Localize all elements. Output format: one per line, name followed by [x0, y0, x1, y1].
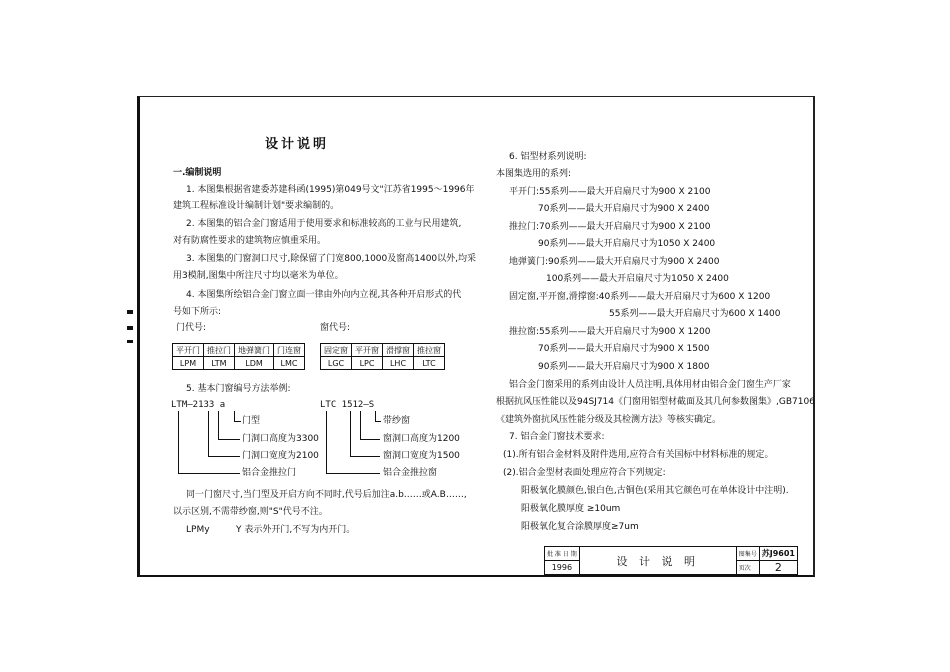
section-heading: 一.编制说明: [173, 168, 222, 178]
paragraph-line: Y 表示外开门,不写为内开门。: [236, 525, 356, 535]
requirement-line: (2).铝合金型材表面处理应符合下列规定:: [503, 468, 666, 478]
example-note: 门型: [242, 416, 261, 426]
door-type-head: 平开门: [173, 344, 204, 357]
door-code-cell: LMC: [274, 357, 305, 370]
requirement-line: 阳极氧化膜颜色,银白色,古铜色(采用其它颜色可在单体设计中注明).: [521, 486, 789, 496]
page-title: 设计说明: [265, 137, 330, 152]
window-type-head: 滑撑窗: [383, 344, 414, 357]
atlas-no: 苏J9601: [759, 547, 797, 561]
door-type-head: 门连窗: [274, 344, 305, 357]
leader-line: [360, 411, 361, 439]
series-line: 90系列——最大开启扇尺寸为1050 X 2400: [538, 239, 716, 249]
window-code-cell: LPC: [352, 357, 383, 370]
window-code-cell: LGC: [321, 357, 352, 370]
paragraph-line: 铝合金门窗采用的系列由设计人员注明,具体用材由铝合金门窗生产厂家: [509, 380, 791, 390]
paragraph-line: 用3模制,图集中所注尺寸均以毫米为单位。: [173, 271, 344, 281]
year: 1996: [545, 561, 580, 575]
section-heading: 6. 铝型材系列说明:: [509, 152, 587, 162]
paragraph-line: 《建筑外窗抗风压性能分级及其检测方法》等核实确定。: [496, 415, 722, 425]
door-type-head: 地弹簧门: [235, 344, 274, 357]
leader-line: [375, 421, 381, 422]
window-type-head: 固定窗: [321, 344, 352, 357]
leader-line: [234, 421, 241, 422]
leader-line: [208, 456, 240, 457]
leader-line: [326, 473, 380, 474]
leader-line: [350, 411, 351, 456]
window-number-example: LTC 1512—S: [320, 400, 375, 410]
example-note: 带纱窗: [383, 416, 411, 426]
leader-line: [326, 411, 327, 473]
leader-line: [178, 411, 179, 473]
series-line: 70系列——最大开启扇尺寸为900 X 1500: [538, 344, 710, 354]
leader-line: [350, 456, 380, 457]
title-block-title: 设 计 说 明: [579, 547, 736, 575]
approval-date-label: 批 准 日 期: [545, 547, 580, 561]
paragraph-line: 对有防腐性要求的建筑物应慎重采用。: [173, 236, 327, 246]
series-line: 90系列——最大开启扇尺寸为900 X 1800: [538, 362, 710, 372]
window-type-head: 推拉窗: [414, 344, 445, 357]
window-code-cell: LTC: [414, 357, 445, 370]
example-note: 铝合金推拉窗: [383, 468, 438, 478]
paragraph-line: 号如下所示:: [173, 307, 222, 317]
series-line: 70系列——最大开启扇尺寸为900 X 2400: [538, 204, 710, 214]
leader-line: [375, 411, 376, 421]
requirement-line: (1).所有铝合金材料及附件选用,应符合有关国标中材料标准的规定。: [503, 450, 774, 460]
door-code-cell: LPM: [173, 357, 204, 370]
door-code-cell: LTM: [204, 357, 235, 370]
series-line: 推拉窗:55系列——最大开启扇尺寸为900 X 1200: [509, 327, 711, 337]
paragraph-line: 2. 本图集的铝合金门窗适用于使用要求和标准较高的工业与民用建筑,: [186, 219, 462, 229]
atlas-no-label: 图集号: [736, 547, 759, 561]
paragraph-line: 建筑工程标准设计编制计划"要求编制的。: [173, 201, 340, 211]
example-note: 门洞口宽度为2100: [242, 451, 319, 461]
door-type-head: 推拉门: [204, 344, 235, 357]
paragraph-line: 1. 本图集根据省建委苏建科函(1995)第049号文"江苏省1995～1996年: [186, 185, 475, 195]
binding-mark: [127, 326, 133, 330]
example-note: 铝合金推拉门: [242, 468, 297, 478]
paragraph-line: 5. 基本门窗编号方法举例:: [186, 384, 291, 394]
series-line: 固定窗,平开窗,滑撑窗:40系列——最大开启扇尺寸为600 X 1200: [509, 292, 771, 302]
title-block: [544, 546, 798, 575]
paragraph-line: 同一门窗尺寸,当门型及开启方向不同时,代号后加注a.b……或A.B……,: [186, 490, 467, 500]
paragraph-line: 本图集选用的系列:: [496, 169, 572, 179]
leader-line: [360, 439, 380, 440]
door-code-label: 门代号:: [176, 323, 207, 333]
binding-mark: [127, 340, 133, 343]
series-line: 100系列——最大开启扇尺寸为1050 X 2400: [546, 274, 729, 284]
leader-line: [218, 411, 219, 439]
window-code-label: 窗代号:: [320, 323, 351, 333]
paragraph-line: 3. 本图集的门窗洞口尺寸,除保留了门宽800,1000及窗高1400以外,均采: [186, 254, 477, 264]
requirement-line: 阳极氧化复合涂膜厚度≥7um: [521, 522, 639, 532]
window-code-cell: LHC: [383, 357, 414, 370]
leader-line: [234, 411, 235, 421]
leader-line: [218, 439, 240, 440]
example-note: 门洞口高度为3300: [242, 434, 319, 444]
series-line: 55系列——最大开启扇尺寸为600 X 1400: [609, 309, 781, 319]
paragraph-line: 根据抗风压性能以及94SJ714《门窗用铝型材截面及其几何参数图集》,GB7106: [496, 397, 815, 407]
door-code-cell: LDM: [235, 357, 274, 370]
paragraph-line: 以示区别,不需带纱窗,则"S"代号不注。: [173, 507, 328, 517]
requirement-line: 阳极氧化膜厚度 ≥10um: [521, 504, 621, 514]
window-type-head: 平开窗: [352, 344, 383, 357]
drawing-sheet-frame: [137, 96, 815, 577]
section-heading: 7. 铝合金门窗技术要求:: [509, 432, 605, 442]
door-number-example: LTM—2133 a: [171, 400, 226, 410]
binding-mark: [127, 310, 133, 314]
series-line: 推拉门:70系列——最大开启扇尺寸为900 X 2100: [509, 222, 711, 232]
suffix-code: LPMy: [186, 525, 210, 535]
door-code-table: [172, 343, 305, 370]
series-line: 地弹簧门:90系列——最大开启扇尺寸为900 X 2400: [509, 257, 720, 267]
page-no-label: 页次: [736, 561, 759, 575]
example-note: 窗洞口高度为1200: [383, 434, 460, 444]
leader-line: [208, 411, 209, 456]
window-code-table: [320, 343, 445, 370]
example-note: 窗洞口宽度为1500: [383, 451, 460, 461]
leader-line: [178, 473, 240, 474]
page-no: 2: [759, 561, 797, 575]
paragraph-line: 4. 本图集所绘铝合金门窗立面一律由外向内立视,其各种开启形式的代: [186, 290, 462, 300]
series-line: 平开门:55系列——最大开启扇尺寸为900 X 2100: [509, 187, 711, 197]
